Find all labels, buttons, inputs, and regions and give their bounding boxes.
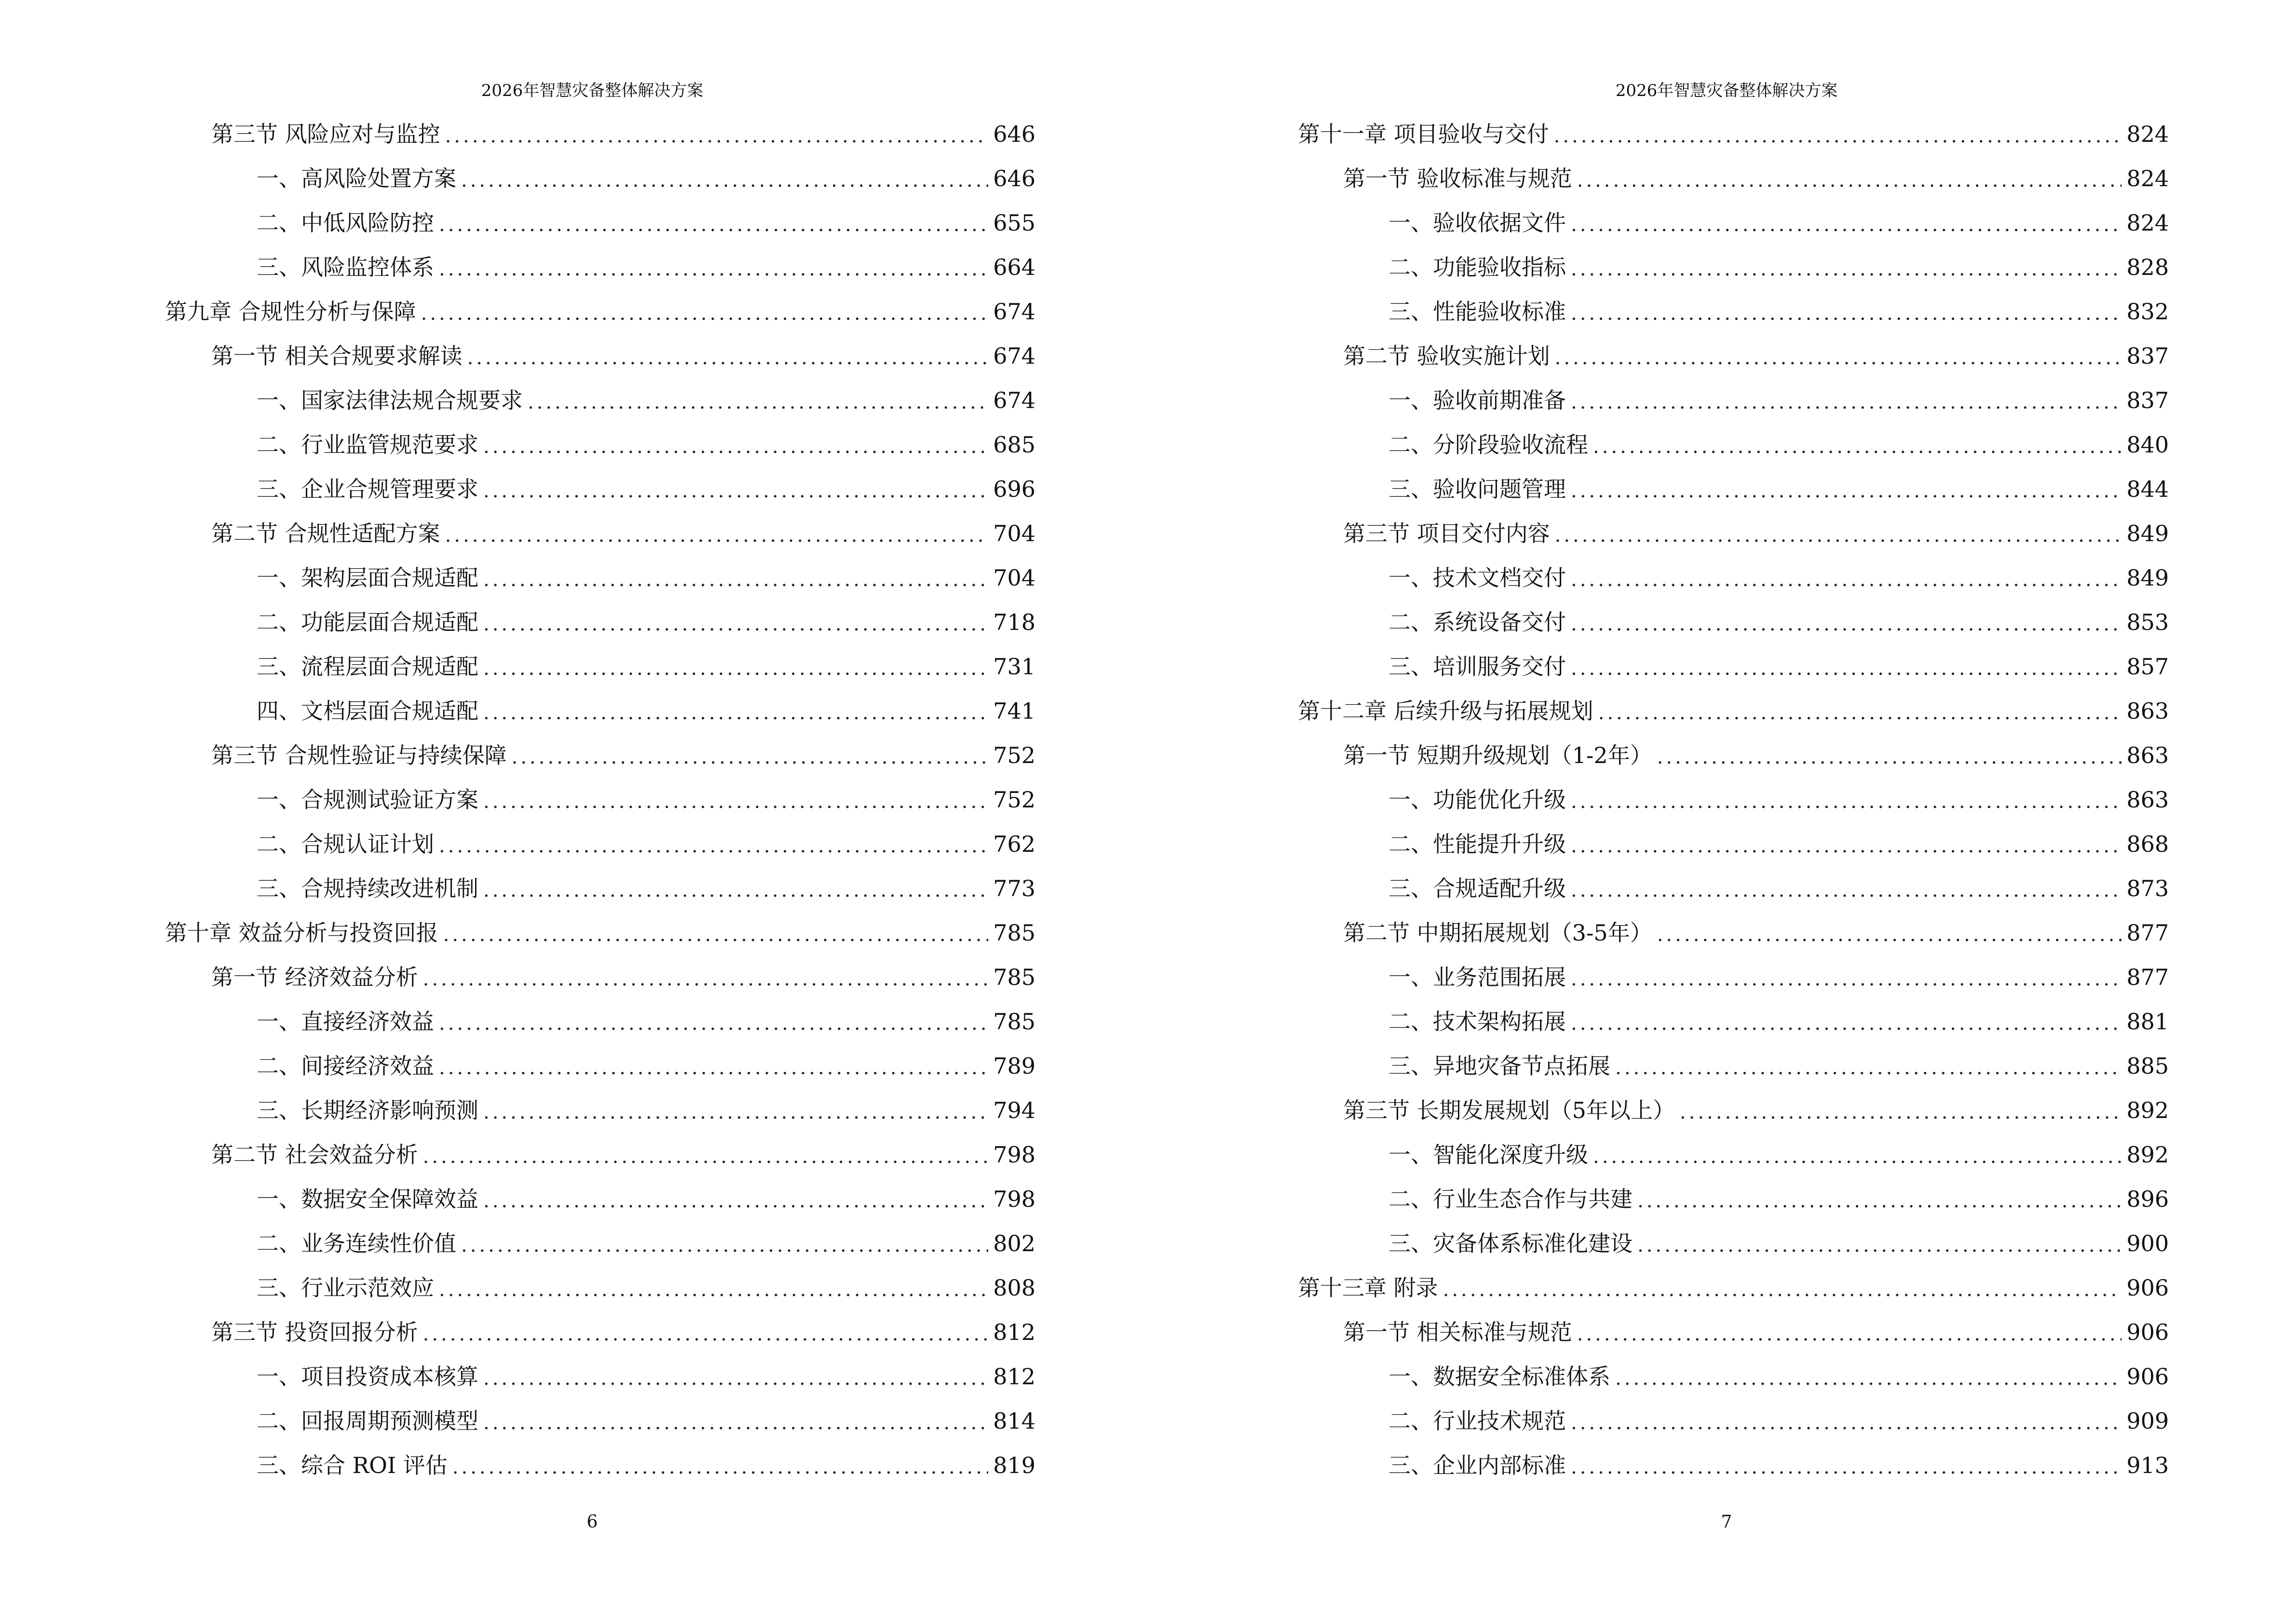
toc-entry-title: 二、合规认证计划 — [257, 831, 434, 857]
dot-leader — [1571, 779, 2122, 824]
dot-leader — [439, 1046, 988, 1090]
dot-leader — [1615, 1356, 2122, 1401]
toc-entry-page-number: 892 — [2126, 1097, 2169, 1123]
toc-subsection-entry[interactable] — [257, 644, 1035, 689]
toc-entry-page-number: 674 — [993, 299, 1035, 325]
dot-leader — [443, 913, 989, 957]
dot-leader — [423, 957, 989, 1001]
toc-entry-page-number: 674 — [993, 387, 1035, 413]
toc-entry-page-number: 794 — [993, 1097, 1035, 1123]
toc-section-entry[interactable] — [211, 733, 1035, 778]
toc-entry-title: 一、验收前期准备 — [1389, 387, 1566, 413]
toc-subsection-entry[interactable] — [257, 1177, 1035, 1221]
toc-subsection-entry[interactable] — [257, 467, 1035, 511]
toc-subsection-entry[interactable] — [257, 866, 1035, 911]
dot-leader — [1571, 380, 2122, 424]
toc-subsection-entry[interactable] — [1389, 1354, 2169, 1399]
toc-entry-page-number: 798 — [993, 1142, 1035, 1168]
toc-entry-title: 三、培训服务交付 — [1389, 654, 1566, 680]
dot-leader — [1593, 424, 2122, 469]
toc-subsection-entry[interactable] — [1389, 955, 2169, 999]
toc-entry-page-number: 685 — [993, 432, 1035, 458]
toc-entry-page-number: 646 — [993, 121, 1035, 147]
dot-leader — [512, 735, 989, 779]
toc-entry-title: 一、数据安全标准体系 — [1389, 1364, 1610, 1390]
toc-chapter-entry[interactable] — [1298, 1266, 2169, 1310]
dot-leader — [439, 247, 988, 291]
toc-subsection-entry[interactable] — [1389, 999, 2169, 1044]
toc-entry-page-number: 798 — [993, 1186, 1035, 1212]
toc-subsection-entry[interactable] — [1389, 778, 2169, 822]
dot-leader — [1555, 336, 2122, 380]
toc-entry-title: 一、合规测试验证方案 — [257, 787, 478, 813]
toc-section-entry[interactable] — [211, 334, 1035, 378]
toc-subsection-entry[interactable] — [257, 201, 1035, 245]
dot-leader — [1615, 1046, 2122, 1090]
dot-leader — [439, 1001, 988, 1046]
toc-entry-title: 一、业务范围拓展 — [1389, 964, 1566, 990]
toc-subsection-entry[interactable] — [1389, 1443, 2169, 1488]
toc-subsection-entry[interactable] — [1389, 1177, 2169, 1221]
toc-subsection-entry[interactable] — [257, 556, 1035, 600]
toc-entry-page-number: 896 — [2126, 1186, 2169, 1212]
toc-entry-title: 二、行业监管规范要求 — [257, 432, 478, 458]
toc-entry-page-number: 849 — [2126, 520, 2169, 546]
dot-leader — [1598, 691, 2122, 735]
dot-leader — [1443, 1268, 2122, 1312]
dot-leader — [1571, 824, 2122, 868]
toc-subsection-entry[interactable] — [1389, 1221, 2169, 1266]
toc-entry-title: 三、综合 ROI 评估 — [257, 1452, 448, 1478]
dot-leader — [483, 558, 988, 602]
dot-leader — [1571, 646, 2122, 691]
dot-leader — [1577, 1312, 2122, 1356]
dot-leader — [445, 513, 989, 558]
dot-leader — [1657, 735, 2122, 779]
toc-entry-page-number: 863 — [2126, 787, 2169, 813]
page-number: 7 — [1721, 1512, 1732, 1532]
toc-entry-title: 第一节 经济效益分析 — [211, 964, 418, 990]
toc-entry-page-number: 906 — [2126, 1364, 2169, 1390]
toc-subsection-entry[interactable] — [257, 1221, 1035, 1266]
dot-leader — [461, 1223, 988, 1268]
dot-leader — [1657, 913, 2122, 957]
dot-leader — [1571, 1401, 2122, 1445]
dot-leader — [528, 380, 988, 424]
dot-leader — [1637, 1223, 2122, 1268]
toc-subsection-entry[interactable] — [257, 1354, 1035, 1399]
toc-entry-page-number: 731 — [993, 654, 1035, 680]
toc-entry-page-number: 892 — [2126, 1142, 2169, 1168]
toc-entry-title: 一、验收依据文件 — [1389, 210, 1566, 236]
dot-leader — [1571, 469, 2122, 513]
toc-entry-title: 二、系统设备交付 — [1389, 609, 1566, 635]
dot-leader — [483, 1090, 988, 1134]
toc-entry-title: 三、企业合规管理要求 — [257, 476, 478, 502]
toc-entry-page-number: 696 — [993, 476, 1035, 502]
dot-leader — [1593, 1134, 2122, 1179]
toc-entry-page-number: 802 — [993, 1230, 1035, 1256]
dot-leader — [1571, 1001, 2122, 1046]
toc-entry-title: 第三节 投资回报分析 — [211, 1319, 418, 1345]
toc-entry-page-number: 853 — [2126, 609, 2169, 635]
toc-entry-page-number: 785 — [993, 1009, 1035, 1035]
toc-subsection-entry[interactable] — [1389, 556, 2169, 600]
dot-leader — [483, 424, 988, 469]
toc-entry-title: 二、功能层面合规适配 — [257, 609, 478, 635]
dot-leader — [461, 158, 988, 203]
toc-entry-page-number: 785 — [993, 964, 1035, 990]
toc-entry-title: 第一节 相关合规要求解读 — [211, 343, 463, 369]
toc-entry-page-number: 655 — [993, 210, 1035, 236]
toc-subsection-entry[interactable] — [257, 600, 1035, 644]
toc-entry-title: 三、合规持续改进机制 — [257, 875, 478, 901]
toc-section-entry[interactable] — [211, 1133, 1035, 1177]
toc-subsection-entry[interactable] — [1389, 423, 2169, 467]
toc-entry-page-number: 909 — [2126, 1408, 2169, 1434]
toc-entry-title: 二、性能提升升级 — [1389, 831, 1566, 857]
toc-entry-page-number: 814 — [993, 1408, 1035, 1434]
dot-leader — [1554, 114, 2122, 158]
toc-entry-title: 三、验收问题管理 — [1389, 476, 1566, 502]
toc-subsection-entry[interactable] — [257, 1266, 1035, 1310]
toc-entry-title: 一、架构层面合规适配 — [257, 565, 478, 591]
toc-entry-title: 一、直接经济效益 — [257, 1009, 434, 1035]
toc-subsection-entry[interactable] — [1389, 644, 2169, 689]
toc-section-entry[interactable] — [1343, 511, 2169, 556]
toc-entry-page-number: 664 — [993, 254, 1035, 280]
dot-leader — [1571, 558, 2122, 602]
toc-entry-title: 三、长期经济影响预测 — [257, 1097, 478, 1123]
dot-leader — [1577, 158, 2122, 203]
toc-entry-title: 三、异地灾备节点拓展 — [1389, 1053, 1610, 1079]
toc-subsection-entry[interactable] — [1389, 1133, 2169, 1177]
toc-entry-title: 二、技术架构拓展 — [1389, 1009, 1566, 1035]
dot-leader — [1571, 957, 2122, 1001]
toc-subsection-entry[interactable] — [257, 378, 1035, 423]
dot-leader — [439, 1268, 988, 1312]
toc-entry-page-number: 877 — [2126, 920, 2169, 946]
toc-subsection-entry[interactable] — [1389, 1044, 2169, 1088]
toc-entry-page-number: 873 — [2126, 875, 2169, 901]
toc-entry-title: 二、业务连续性价值 — [257, 1230, 456, 1256]
toc-section-entry[interactable] — [1343, 733, 2169, 778]
toc-entry-page-number: 704 — [993, 520, 1035, 546]
toc-entry-title: 第十章 效益分析与投资回报 — [165, 920, 438, 946]
toc-entry-title: 三、行业示范效应 — [257, 1275, 434, 1301]
toc-entry-page-number: 812 — [993, 1319, 1035, 1345]
dot-leader — [483, 646, 988, 691]
toc-entry-title: 第一节 相关标准与规范 — [1343, 1319, 1572, 1345]
toc-entry-page-number: 752 — [993, 742, 1035, 768]
toc-entry-page-number: 849 — [2126, 565, 2169, 591]
toc-section-entry[interactable] — [1343, 156, 2169, 201]
toc-subsection-entry[interactable] — [257, 1088, 1035, 1133]
toc-section-entry[interactable] — [1343, 1310, 2169, 1354]
toc-chapter-entry[interactable] — [165, 911, 1035, 955]
toc-entry-title: 一、数据安全保障效益 — [257, 1186, 478, 1212]
toc-entry-title: 第二节 合规性适配方案 — [211, 520, 440, 546]
toc-subsection-entry[interactable] — [1389, 201, 2169, 245]
dot-leader — [1571, 203, 2122, 247]
toc-entry-page-number: 832 — [2126, 299, 2169, 325]
toc-subsection-entry[interactable] — [257, 778, 1035, 822]
toc-subsection-entry[interactable] — [1389, 866, 2169, 911]
toc-section-entry[interactable] — [1343, 1088, 2169, 1133]
toc-entry-page-number: 752 — [993, 787, 1035, 813]
toc-entry-page-number: 819 — [993, 1452, 1035, 1478]
toc-subsection-entry[interactable] — [257, 156, 1035, 201]
toc-entry-page-number: 704 — [993, 565, 1035, 591]
toc-entry-page-number: 824 — [2126, 121, 2169, 147]
toc-entry-page-number: 837 — [2126, 387, 2169, 413]
toc-entry-title: 二、中低风险防控 — [257, 210, 434, 236]
toc-section-entry[interactable] — [211, 1310, 1035, 1354]
toc-entry-page-number: 824 — [2126, 210, 2169, 236]
toc-entry-title: 第三节 合规性验证与持续保障 — [211, 742, 507, 768]
toc-entry-title: 第二节 社会效益分析 — [211, 1142, 418, 1168]
toc-entry-page-number: 906 — [2126, 1275, 2169, 1301]
toc-entry-title: 第二节 中期拓展规划（3-5年） — [1343, 920, 1652, 946]
dot-leader — [483, 1356, 988, 1401]
toc-entry-page-number: 646 — [993, 165, 1035, 191]
toc-entry-title: 四、文档层面合规适配 — [257, 698, 478, 724]
toc-entry-title: 二、功能验收指标 — [1389, 254, 1566, 280]
dot-leader — [423, 1134, 989, 1179]
toc-entry-title: 三、性能验收标准 — [1389, 299, 1566, 325]
dot-leader — [1571, 1445, 2122, 1489]
toc-entry-title: 一、智能化深度升级 — [1389, 1142, 1588, 1168]
toc-chapter-entry[interactable] — [1298, 112, 2169, 156]
toc-entry-title: 三、流程层面合规适配 — [257, 654, 478, 680]
toc-subsection-entry[interactable] — [257, 999, 1035, 1044]
toc-subsection-entry[interactable] — [1389, 1399, 2169, 1443]
dot-leader — [483, 691, 988, 735]
toc-section-entry[interactable] — [211, 112, 1035, 156]
toc-entry-title: 第十一章 项目验收与交付 — [1298, 121, 1549, 147]
toc-entry-title: 第九章 合规性分析与保障 — [165, 299, 416, 325]
toc-entry-title: 第十三章 附录 — [1298, 1275, 1438, 1301]
toc-entry-page-number: 906 — [2126, 1319, 2169, 1345]
toc-chapter-entry[interactable] — [1298, 689, 2169, 733]
dot-leader — [483, 469, 988, 513]
toc-entry-page-number: 844 — [2126, 476, 2169, 502]
dot-leader — [1571, 868, 2122, 913]
toc-section-entry[interactable] — [211, 511, 1035, 556]
toc-entry-page-number: 863 — [2126, 698, 2169, 724]
toc-entry-page-number: 674 — [993, 343, 1035, 369]
toc-entry-page-number: 741 — [993, 698, 1035, 724]
toc-section-entry[interactable] — [1343, 911, 2169, 955]
toc-entry-title: 第二节 验收实施计划 — [1343, 343, 1550, 369]
toc-entry-title: 二、分阶段验收流程 — [1389, 432, 1588, 458]
dot-leader — [483, 779, 988, 824]
toc-entry-title: 二、间接经济效益 — [257, 1053, 434, 1079]
toc-subsection-entry[interactable] — [1389, 467, 2169, 511]
toc-subsection-entry[interactable] — [257, 1443, 1035, 1488]
dot-leader — [1571, 602, 2122, 646]
dot-leader — [445, 114, 989, 158]
toc-entry-page-number: 863 — [2126, 742, 2169, 768]
dot-leader — [1680, 1090, 2122, 1134]
toc-entry-page-number: 762 — [993, 831, 1035, 857]
dot-leader — [439, 203, 988, 247]
toc-entry-page-number: 812 — [993, 1364, 1035, 1390]
toc-subsection-entry[interactable] — [1389, 600, 2169, 644]
dot-leader — [483, 1401, 988, 1445]
toc-entry-title: 二、行业生态合作与共建 — [1389, 1186, 1633, 1212]
toc-subsection-entry[interactable] — [257, 245, 1035, 289]
dot-leader — [1637, 1179, 2122, 1223]
toc-subsection-entry[interactable] — [257, 1044, 1035, 1088]
toc-entry-title: 二、行业技术规范 — [1389, 1408, 1566, 1434]
toc-entry-page-number: 868 — [2126, 831, 2169, 857]
toc-entry-page-number: 837 — [2126, 343, 2169, 369]
dot-leader — [483, 602, 988, 646]
page-header: 2026年智慧灾备整体解决方案 — [1615, 81, 1838, 100]
toc-chapter-entry[interactable] — [165, 289, 1035, 334]
toc-entry-page-number: 808 — [993, 1275, 1035, 1301]
toc-subsection-entry[interactable] — [257, 423, 1035, 467]
toc-entry-title: 第三节 项目交付内容 — [1343, 520, 1550, 546]
toc-entry-title: 一、项目投资成本核算 — [257, 1364, 478, 1390]
toc-entry-title: 一、技术文档交付 — [1389, 565, 1566, 591]
dot-leader — [439, 824, 988, 868]
toc-entry-page-number: 824 — [2126, 165, 2169, 191]
toc-entry-title: 二、回报周期预测模型 — [257, 1408, 478, 1434]
dot-leader — [1571, 291, 2122, 336]
toc-subsection-entry[interactable] — [1389, 289, 2169, 334]
toc-entry-title: 一、国家法律法规合规要求 — [257, 387, 523, 413]
toc-entry-page-number: 840 — [2126, 432, 2169, 458]
toc-entry-title: 第三节 风险应对与监控 — [211, 121, 440, 147]
toc-entry-page-number: 857 — [2126, 654, 2169, 680]
toc-entry-title: 第一节 验收标准与规范 — [1343, 165, 1572, 191]
page-number: 6 — [586, 1512, 598, 1532]
dot-leader — [467, 336, 989, 380]
toc-subsection-entry[interactable] — [257, 689, 1035, 733]
toc-subsection-entry[interactable] — [1389, 822, 2169, 866]
toc-subsection-entry[interactable] — [257, 822, 1035, 866]
toc-entry-title: 第三节 长期发展规划（5年以上） — [1343, 1097, 1675, 1123]
toc-entry-page-number: 900 — [2126, 1230, 2169, 1256]
toc-entry-page-number: 828 — [2126, 254, 2169, 280]
toc-entry-page-number: 773 — [993, 875, 1035, 901]
dot-leader — [483, 1179, 988, 1223]
toc-entry-page-number: 885 — [2126, 1053, 2169, 1079]
dot-leader — [423, 1312, 989, 1356]
toc-entry-page-number: 789 — [993, 1053, 1035, 1079]
toc-page-right — [1144, 0, 2287, 1624]
toc-entry-page-number: 881 — [2126, 1009, 2169, 1035]
toc-entry-page-number: 718 — [993, 609, 1035, 635]
dot-leader — [483, 868, 988, 913]
toc-section-entry[interactable] — [211, 955, 1035, 999]
toc-entry-title: 三、灾备体系标准化建设 — [1389, 1230, 1633, 1256]
dot-leader — [1571, 247, 2122, 291]
toc-entry-title: 三、风险监控体系 — [257, 254, 434, 280]
toc-subsection-entry[interactable] — [257, 1399, 1035, 1443]
page-header: 2026年智慧灾备整体解决方案 — [481, 81, 704, 100]
toc-entry-title: 三、企业内部标准 — [1389, 1452, 1566, 1478]
toc-entry-title: 一、高风险处置方案 — [257, 165, 456, 191]
toc-entry-page-number: 785 — [993, 920, 1035, 946]
toc-entry-title: 三、合规适配升级 — [1389, 875, 1566, 901]
toc-entry-title: 一、功能优化升级 — [1389, 787, 1566, 813]
toc-entry-title: 第一节 短期升级规划（1-2年） — [1343, 742, 1652, 768]
toc-entry-title: 第十二章 后续升级与拓展规划 — [1298, 698, 1593, 724]
dot-leader — [421, 291, 989, 336]
toc-subsection-entry[interactable] — [1389, 378, 2169, 423]
dot-leader — [1555, 513, 2122, 558]
toc-section-entry[interactable] — [1343, 334, 2169, 378]
toc-subsection-entry[interactable] — [1389, 245, 2169, 289]
dot-leader — [452, 1445, 988, 1489]
toc-entry-page-number: 913 — [2126, 1452, 2169, 1478]
toc-entry-page-number: 877 — [2126, 964, 2169, 990]
